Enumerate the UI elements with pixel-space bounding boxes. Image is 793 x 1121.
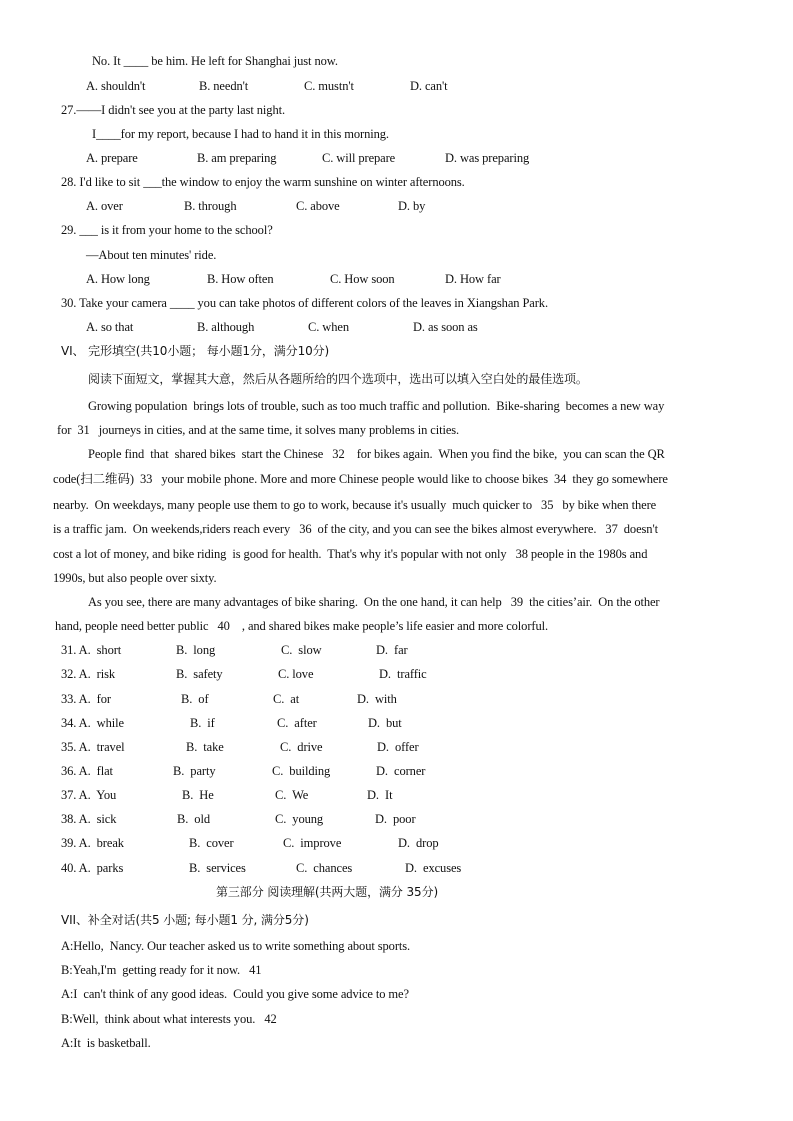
option-b: B. needn't xyxy=(199,79,249,93)
cloze-option-b: B. cover xyxy=(189,836,234,850)
cloze-option-a: 39. A. break xyxy=(61,836,124,850)
question-stem: I____for my report, because I had to hand it in this morning. xyxy=(92,127,389,141)
cloze-option-c: C. drive xyxy=(280,740,323,754)
passage-line: As you see, there are many advantages of bike sharing. On the one hand, it can help 39 the cities’air. On the other xyxy=(88,595,660,609)
passage-line: Growing population brings lots of trouble, such as too much traffic and pollution. Bike-sharing becomes a new way xyxy=(88,399,665,413)
cloze-option-b: B. services xyxy=(189,861,246,875)
dialog-line: B:Well, think about what interests you. 42 xyxy=(61,1012,283,1026)
cloze-option-d: D. poor xyxy=(375,812,416,826)
cloze-option-b: B. take xyxy=(186,740,224,754)
cloze-option-a: 38. A. sick xyxy=(61,812,117,826)
cloze-option-d: D. with xyxy=(357,692,397,706)
passage-line: nearby. On weekdays, many people use them to go to work, because it's usually much quicker to 35 by bike when there xyxy=(53,498,657,512)
option-b: B. How often xyxy=(207,272,274,286)
option-c: C. when xyxy=(308,320,349,334)
option-d: D. How far xyxy=(445,272,501,286)
question-stem: 28. I'd like to sit ___the window to enjoy the warm sunshine on winter afternoons. xyxy=(61,175,465,189)
cloze-option-a: 34. A. while xyxy=(61,716,124,730)
cloze-option-d: D. It xyxy=(367,788,393,802)
cloze-option-d: D. drop xyxy=(398,836,439,850)
cloze-option-b: B. long xyxy=(176,643,216,657)
cloze-option-a: 33. A. for xyxy=(61,692,111,706)
section-heading: VII、补全对话(共5 小题; 每小题1 分, 满分5分) xyxy=(61,913,309,927)
cloze-option-a: 32. A. risk xyxy=(61,667,116,681)
cloze-option-c: C. slow xyxy=(281,643,322,657)
cloze-option-d: D. corner xyxy=(376,764,426,778)
cloze-option-b: B. old xyxy=(177,812,210,826)
passage-line: hand, people need better public 40 , and shared bikes make people’s life easier and more colorful. xyxy=(55,619,548,633)
option-c: C. above xyxy=(296,199,340,213)
cloze-option-b: B. if xyxy=(190,716,215,730)
option-d: D. by xyxy=(398,199,426,213)
cloze-option-c: C. We xyxy=(275,788,309,802)
cloze-option-a: 36. A. flat xyxy=(61,764,113,778)
cloze-option-b: B. safety xyxy=(176,667,223,681)
part-heading: 第三部分 阅读理解(共两大题，满分 35分) xyxy=(216,885,439,899)
dialog-line: A:I can't think of any good ideas. Could you give some advice to me? xyxy=(61,987,409,1001)
option-b: B. through xyxy=(184,199,237,213)
section-heading: VI、 完形填空(共10小题； 每小题1分，满分10分) xyxy=(61,344,330,358)
dialog-line: B:Yeah,I'm getting ready for it now. 41 xyxy=(61,963,268,977)
cloze-option-a: 40. A. parks xyxy=(61,861,124,875)
cloze-option-b: B. He xyxy=(182,788,214,802)
question-stem: 30. Take your camera ____ you can take photos of different colors of the leaves in Xiangshan Park. xyxy=(61,296,548,310)
cloze-option-d: D. traffic xyxy=(379,667,427,681)
question-stem: 29. ___ is it from your home to the school? xyxy=(61,223,273,237)
cloze-option-c: C. young xyxy=(275,812,324,826)
cloze-option-a: 37. A. You xyxy=(61,788,117,802)
cloze-option-b: B. party xyxy=(173,764,216,778)
option-a: A. prepare xyxy=(86,151,138,165)
option-d: D. as soon as xyxy=(413,320,478,334)
passage-line: is a traffic jam. On weekends,riders reach every 36 of the city, and you can see the bikes almost everywhere. 37 doesn't xyxy=(53,522,658,536)
passage-line: cost a lot of money, and bike riding is good for health. That's why it's popular with not only 38 people in the 1980s and xyxy=(53,547,648,561)
option-b: B. although xyxy=(197,320,255,334)
cloze-option-a: 31. A. short xyxy=(61,643,122,657)
passage-line: People find that shared bikes start the Chinese 32 for bikes again. When you find the bike, you can scan the QR xyxy=(88,447,665,461)
question-stem: No. It ____ be him. He left for Shanghai just now. xyxy=(92,54,338,68)
section-instruction: 阅读下面短文，掌握其大意，然后从各题所给的四个选项中，选出可以填入空白处的最佳选项。 xyxy=(88,372,588,386)
cloze-option-d: D. offer xyxy=(377,740,419,754)
cloze-option-b: B. of xyxy=(181,692,209,706)
option-d: D. can't xyxy=(410,79,448,93)
cloze-option-a: 35. A. travel xyxy=(61,740,125,754)
dialog-line: A:Hello, Nancy. Our teacher asked us to write something about sports. xyxy=(61,939,411,953)
option-a: A. shouldn't xyxy=(86,79,146,93)
cloze-option-c: C. building xyxy=(272,764,331,778)
passage-line: for 31 journeys in cities, and at the same time, it solves many problems in cities. xyxy=(57,423,460,437)
cloze-option-c: C. at xyxy=(273,692,300,706)
option-c: C. How soon xyxy=(330,272,395,286)
option-d: D. was preparing xyxy=(445,151,530,165)
option-a: A. over xyxy=(86,199,123,213)
cloze-option-d: D. but xyxy=(368,716,402,730)
passage-line: 1990s, but also people over sixty. xyxy=(53,571,217,585)
dialog-line: A:It is basketball. xyxy=(61,1036,151,1050)
cloze-option-d: D. far xyxy=(376,643,408,657)
option-a: A. How long xyxy=(86,272,150,286)
cloze-option-c: C. chances xyxy=(296,861,353,875)
passage-line: code(扫二维码) 33 your mobile phone. More and more Chinese people would like to choose bikes 34 they go somewhere xyxy=(53,472,668,486)
question-stem: 27.——I didn't see you at the party last night. xyxy=(61,103,286,117)
option-b: B. am preparing xyxy=(197,151,277,165)
option-c: C. mustn't xyxy=(304,79,354,93)
cloze-option-c: C. love xyxy=(278,667,314,681)
option-a: A. so that xyxy=(86,320,134,334)
question-stem: —About ten minutes' ride. xyxy=(86,248,217,262)
cloze-option-c: C. improve xyxy=(283,836,342,850)
option-c: C. will prepare xyxy=(322,151,396,165)
cloze-option-c: C. after xyxy=(277,716,317,730)
cloze-option-d: D. excuses xyxy=(405,861,462,875)
